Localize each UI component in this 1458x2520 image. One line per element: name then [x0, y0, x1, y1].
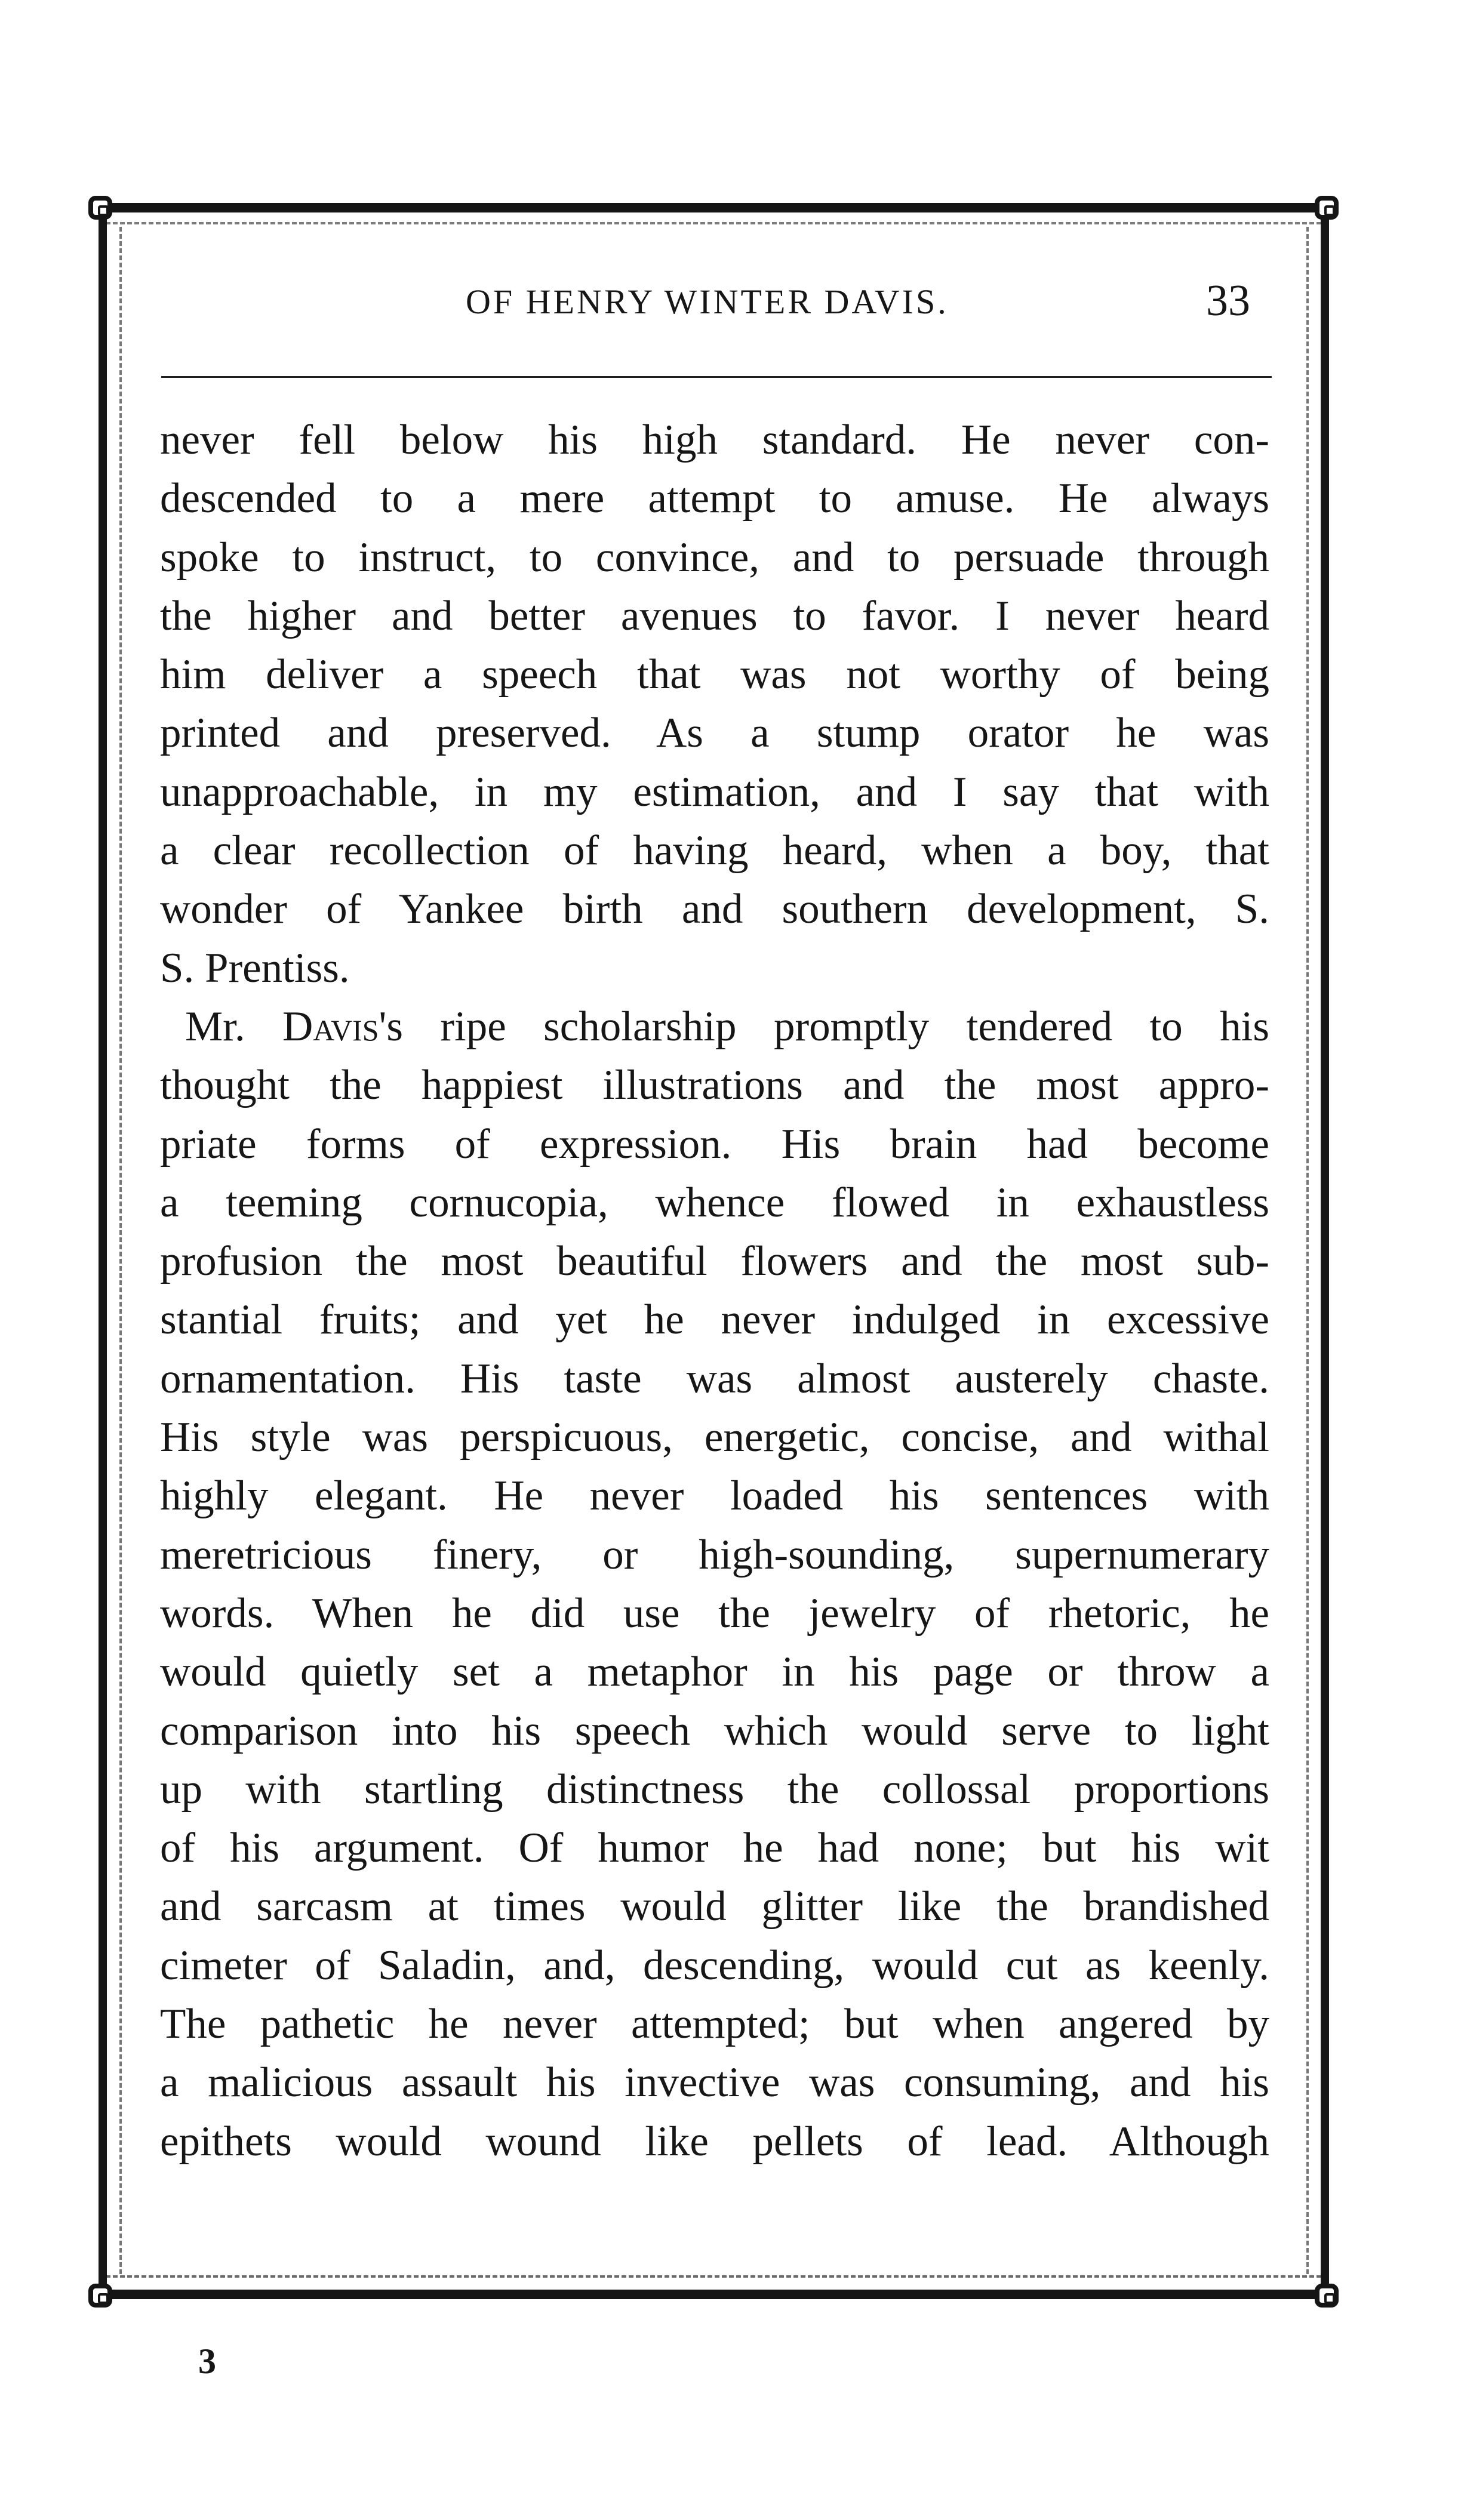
header-rule — [161, 376, 1272, 378]
text-line: His style was perspicuous, energetic, concise, and withal — [160, 1414, 1269, 1461]
paragraph-start-line — [160, 997, 1269, 1056]
text-line: priate forms of expression. His brain had become — [160, 1120, 1269, 1167]
page-number: 33 — [1206, 276, 1250, 325]
text-line: would quietly set a metaphor in his page or throw a — [160, 1649, 1269, 1696]
body-text — [160, 411, 1269, 2171]
frame-top-ornament — [99, 222, 1328, 224]
running-head: OF HENRY WINTER DAVIS. — [466, 282, 949, 321]
text-line: comparison into his speech which would serve to light — [160, 1707, 1269, 1754]
frame-right-rule — [1321, 212, 1329, 2290]
frame-left-ornament — [119, 227, 122, 2274]
text-line: highly elegant. He never loaded his sentences with — [160, 1472, 1269, 1520]
text-line: up with startling distinctness the collossal proportions — [160, 1766, 1269, 1813]
para-prefix: Mr. — [185, 1003, 283, 1050]
text-line: stantial fruits; and yet he never indulged in excessive — [160, 1296, 1269, 1344]
text-line: words. When he did use the jewelry of rhetoric, he — [160, 1589, 1269, 1637]
frame-left-rule — [99, 212, 107, 2290]
frame-corner-bottom-left — [88, 2284, 112, 2308]
text-line: a malicious assault his invective was consuming, and his — [160, 2059, 1269, 2106]
text-line: epithets would wound like pellets of lead. Although — [160, 2118, 1269, 2165]
text-line: meretricious finery, or high-sounding, supernumerary — [160, 1531, 1269, 1578]
text-line: The pathetic he never attempted; but when angered by — [160, 2001, 1269, 2048]
text-line: a teeming cornucopia, whence flowed in exhaustless — [160, 1179, 1269, 1226]
text-line: and sarcasm at times would glitter like the brandished — [160, 1883, 1269, 1930]
text-line: thought the happiest illustrations and the most appro- — [160, 1062, 1269, 1109]
frame-bottom-ornament — [99, 2275, 1328, 2278]
signature-mark: 3 — [198, 2342, 216, 2381]
text-line: profusion the most beautiful flowers and the most sub- — [160, 1238, 1269, 1285]
text-line: of his argument. Of humor he had none; but his wit — [160, 1825, 1269, 1872]
para-suffix: 's ripe scholarship promptly tendered to his — [379, 1003, 1269, 1050]
text-line: ornamentation. His taste was almost austerely chaste. — [160, 1355, 1269, 1402]
text-line: him deliver a speech that was not worthy of being — [160, 651, 1269, 698]
text-line: cimeter of Saladin, and, descending, would cut as keenly. — [160, 1942, 1269, 1989]
text-line: unapproachable, in my estimation, and I say that with — [160, 768, 1269, 815]
frame-top-rule — [93, 203, 1334, 212]
frame-corner-top-left — [88, 196, 112, 220]
text-line: never fell below his high standard. He never con- — [160, 417, 1269, 463]
text-line: spoke to instruct, to convince, and to persuade through — [160, 534, 1269, 581]
text-line: printed and preserved. As a stump orator he was — [160, 710, 1269, 757]
text-line: S. Prentiss. — [160, 944, 350, 991]
text-line: the higher and better avenues to favor. I never heard — [160, 592, 1269, 639]
name-small-caps: Davis — [282, 1003, 379, 1050]
frame-corner-bottom-right — [1315, 2284, 1339, 2308]
frame-right-ornament — [1306, 227, 1309, 2274]
frame-bottom-rule — [93, 2290, 1334, 2299]
text-line: wonder of Yankee birth and southern development, S. — [160, 886, 1269, 933]
text-line: a clear recollection of having heard, when a boy, that — [160, 827, 1269, 874]
text-line: descended to a mere attempt to amuse. He always — [160, 475, 1269, 522]
frame-corner-top-right — [1315, 196, 1339, 220]
